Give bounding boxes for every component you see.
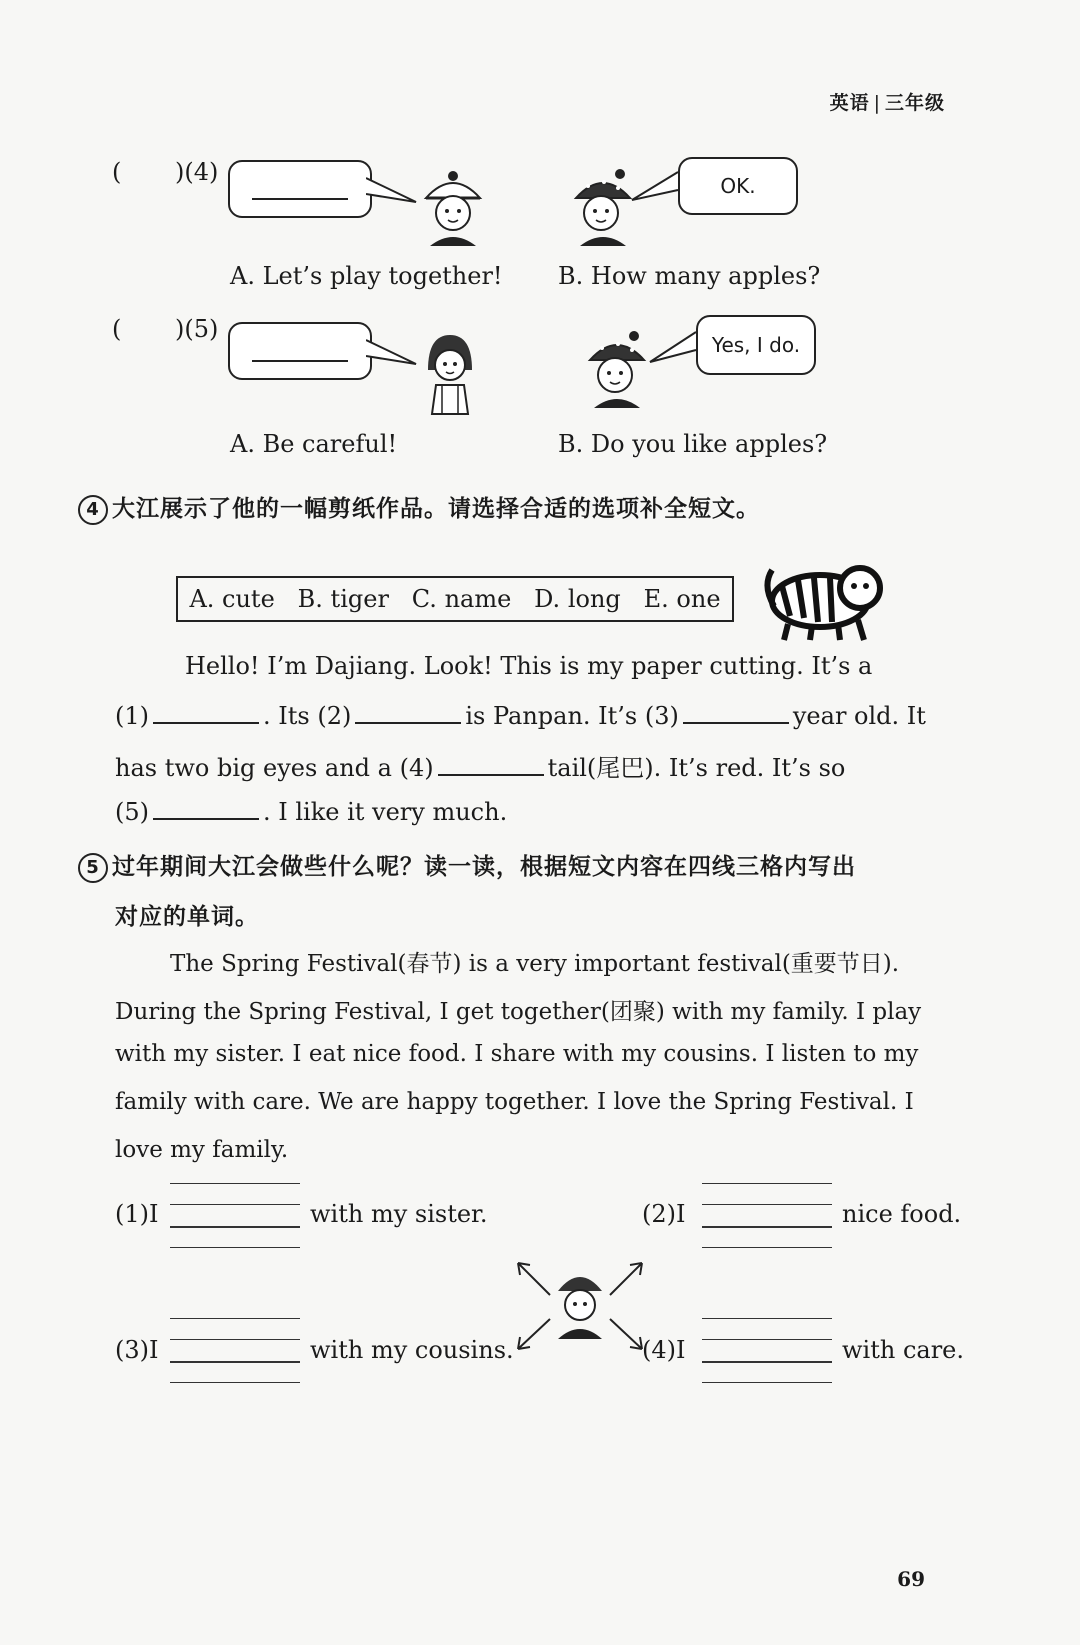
right-speech-bubble: OK.	[678, 157, 798, 215]
option-b[interactable]: B. How many apples?	[558, 262, 821, 290]
writing-lines-4[interactable]	[702, 1318, 832, 1382]
word-option[interactable]: D. long	[534, 585, 621, 613]
page-header: 英语 | 三年级	[829, 92, 945, 114]
item-2-suffix: nice food.	[842, 1200, 962, 1228]
bubble-blank	[252, 198, 348, 200]
passage-line: The Spring Festival(春节) is a very important festival(重要节日).	[170, 951, 900, 977]
bubble-tail	[648, 328, 698, 368]
option-a[interactable]: A. Be careful!	[230, 430, 398, 458]
subject-label: 英语	[829, 92, 870, 114]
girl-icon	[420, 330, 480, 415]
section-5-instruction: 过年期间大江会做些什么呢？读一读，根据短文内容在四线三格内写出	[112, 854, 856, 880]
right-speech-bubble: Yes, I do.	[696, 315, 816, 375]
left-speech-bubble	[228, 160, 372, 218]
section-5-title	[78, 848, 856, 883]
item-1-prefix: (1)I	[115, 1200, 159, 1228]
word-option[interactable]: B. tiger	[297, 585, 389, 613]
boy-with-arrows-icon	[510, 1255, 650, 1355]
passage-line-3: has two big eyes and a (4) tail(尾巴). It’s red. It’s so	[115, 754, 846, 782]
bubble-tail	[630, 168, 680, 208]
word-option[interactable]: C. name	[411, 585, 512, 613]
boy-with-hat-icon	[582, 330, 652, 410]
bubble-blank	[252, 360, 348, 362]
option-a[interactable]: A. Let’s play together!	[230, 262, 503, 290]
bubble-tail	[366, 330, 418, 370]
section-4-title	[78, 490, 760, 525]
passage-line: with my sister. I eat nice food. I share with my cousins. I listen to my	[115, 1041, 919, 1067]
item-3-suffix: with my cousins.	[310, 1336, 514, 1364]
item-4-prefix: (4)I	[642, 1336, 686, 1364]
section-4-instruction: 大江展示了他的一幅剪纸作品。请选择合适的选项补全短文。	[112, 496, 760, 522]
question-number[interactable]: )(5)	[175, 315, 219, 343]
word-bank	[176, 576, 734, 622]
writing-lines-3[interactable]	[170, 1318, 300, 1382]
section-number: 4	[78, 495, 108, 525]
boy-with-hat-icon	[418, 168, 488, 248]
section-number: 5	[78, 853, 108, 883]
writing-lines-2[interactable]	[702, 1183, 832, 1247]
blank-1[interactable]	[153, 700, 259, 724]
passage-line-4: (5) . I like it very much.	[115, 798, 508, 826]
tiger-paper-cutting-icon	[760, 556, 890, 642]
passage-line: Hello! I’m Dajiang. Look! This is my paper cutting. It’s a	[185, 652, 873, 680]
word-option[interactable]: A. cute	[189, 585, 275, 613]
writing-lines-1[interactable]	[170, 1183, 300, 1247]
blank-4[interactable]	[438, 752, 544, 776]
option-b[interactable]: B. Do you like apples?	[558, 430, 828, 458]
word-option[interactable]: E. one	[643, 585, 721, 613]
blank-5[interactable]	[153, 796, 259, 820]
blank-3[interactable]	[683, 700, 789, 724]
passage-line: love my family.	[115, 1137, 289, 1163]
bubble-tail	[366, 168, 418, 208]
answer-paren-open: (	[112, 158, 122, 186]
question-number[interactable]: )(4)	[175, 158, 219, 186]
item-4-suffix: with care.	[842, 1336, 965, 1364]
blank-2[interactable]	[355, 700, 461, 724]
answer-paren-open: (	[112, 315, 122, 343]
item-3-prefix: (3)I	[115, 1336, 159, 1364]
page-number: 69	[897, 1567, 925, 1591]
passage-line-2: (1) . Its (2) is Panpan. It’s (3) year old. It	[115, 702, 926, 730]
item-2-prefix: (2)I	[642, 1200, 686, 1228]
grade-label: 三年级	[884, 92, 945, 114]
boy-with-hat-icon	[568, 168, 638, 248]
passage-line: family with care. We are happy together. I love the Spring Festival. I	[115, 1089, 914, 1115]
item-1-suffix: with my sister.	[310, 1200, 488, 1228]
passage-line: During the Spring Festival, I get together(团聚) with my family. I play	[115, 999, 922, 1025]
left-speech-bubble	[228, 322, 372, 380]
section-5-title-cont: 对应的单词。	[115, 904, 259, 930]
